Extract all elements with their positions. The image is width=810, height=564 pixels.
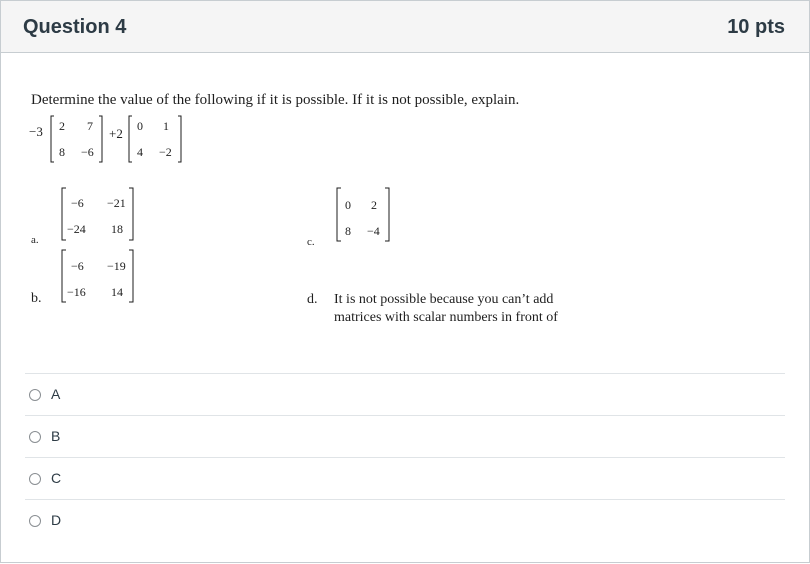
m2-a: 0: [137, 119, 143, 133]
radio-button[interactable]: [29, 431, 41, 443]
opt-c-22: −4: [367, 224, 380, 238]
answer-label[interactable]: D: [51, 512, 62, 528]
answer-label[interactable]: B: [51, 428, 61, 444]
question-image: [25, 86, 587, 322]
opt-b-11: −6: [71, 259, 84, 273]
question-points: 10 pts: [727, 16, 785, 38]
option-a-label: a.: [31, 234, 39, 246]
option-b-label: b.: [31, 291, 42, 306]
opt-a-21: −24: [67, 222, 86, 236]
m2-c: 4: [137, 145, 143, 159]
radio-button[interactable]: [29, 389, 41, 401]
answer-option-b[interactable]: [25, 415, 785, 457]
opt-d-line-1: It is not possible because you can’t add: [334, 292, 554, 307]
answer-label[interactable]: C: [51, 470, 62, 486]
opt-d-line-2: matrices with scalar numbers in front of: [334, 310, 558, 322]
m2-b: 1: [163, 119, 169, 133]
coef-2: +2: [109, 126, 123, 141]
answer-list: [25, 373, 785, 541]
m1-a: 2: [59, 119, 65, 133]
opt-b-22: 14: [111, 285, 123, 299]
math-figure: [25, 86, 587, 322]
option-d-label: d.: [307, 292, 318, 307]
answer-option-d[interactable]: [25, 499, 785, 541]
radio-button[interactable]: [29, 515, 41, 527]
opt-c-21: 8: [345, 224, 351, 238]
question-prompt: Determine the value of the following if it is possible. If it is not possible, explain.: [31, 92, 520, 108]
question-header: [1, 1, 809, 53]
m2-d: −2: [159, 145, 172, 159]
m1-d: −6: [81, 145, 94, 159]
answer-option-c[interactable]: [25, 457, 785, 499]
opt-c-12: 2: [371, 198, 377, 212]
radio-button[interactable]: [29, 473, 41, 485]
opt-a-11: −6: [71, 196, 84, 210]
coef-1: −3: [29, 124, 43, 139]
opt-a-12: −21: [107, 196, 126, 210]
opt-a-22: 18: [111, 222, 123, 236]
option-c-label: c.: [307, 236, 315, 248]
question-title: Question 4: [23, 16, 127, 38]
answer-option-a[interactable]: [25, 373, 785, 415]
m1-c: 8: [59, 145, 65, 159]
opt-b-21: −16: [67, 285, 86, 299]
m1-b: 7: [87, 119, 93, 133]
opt-b-12: −19: [107, 259, 126, 273]
opt-c-11: 0: [345, 198, 351, 212]
answer-label[interactable]: A: [51, 386, 61, 402]
